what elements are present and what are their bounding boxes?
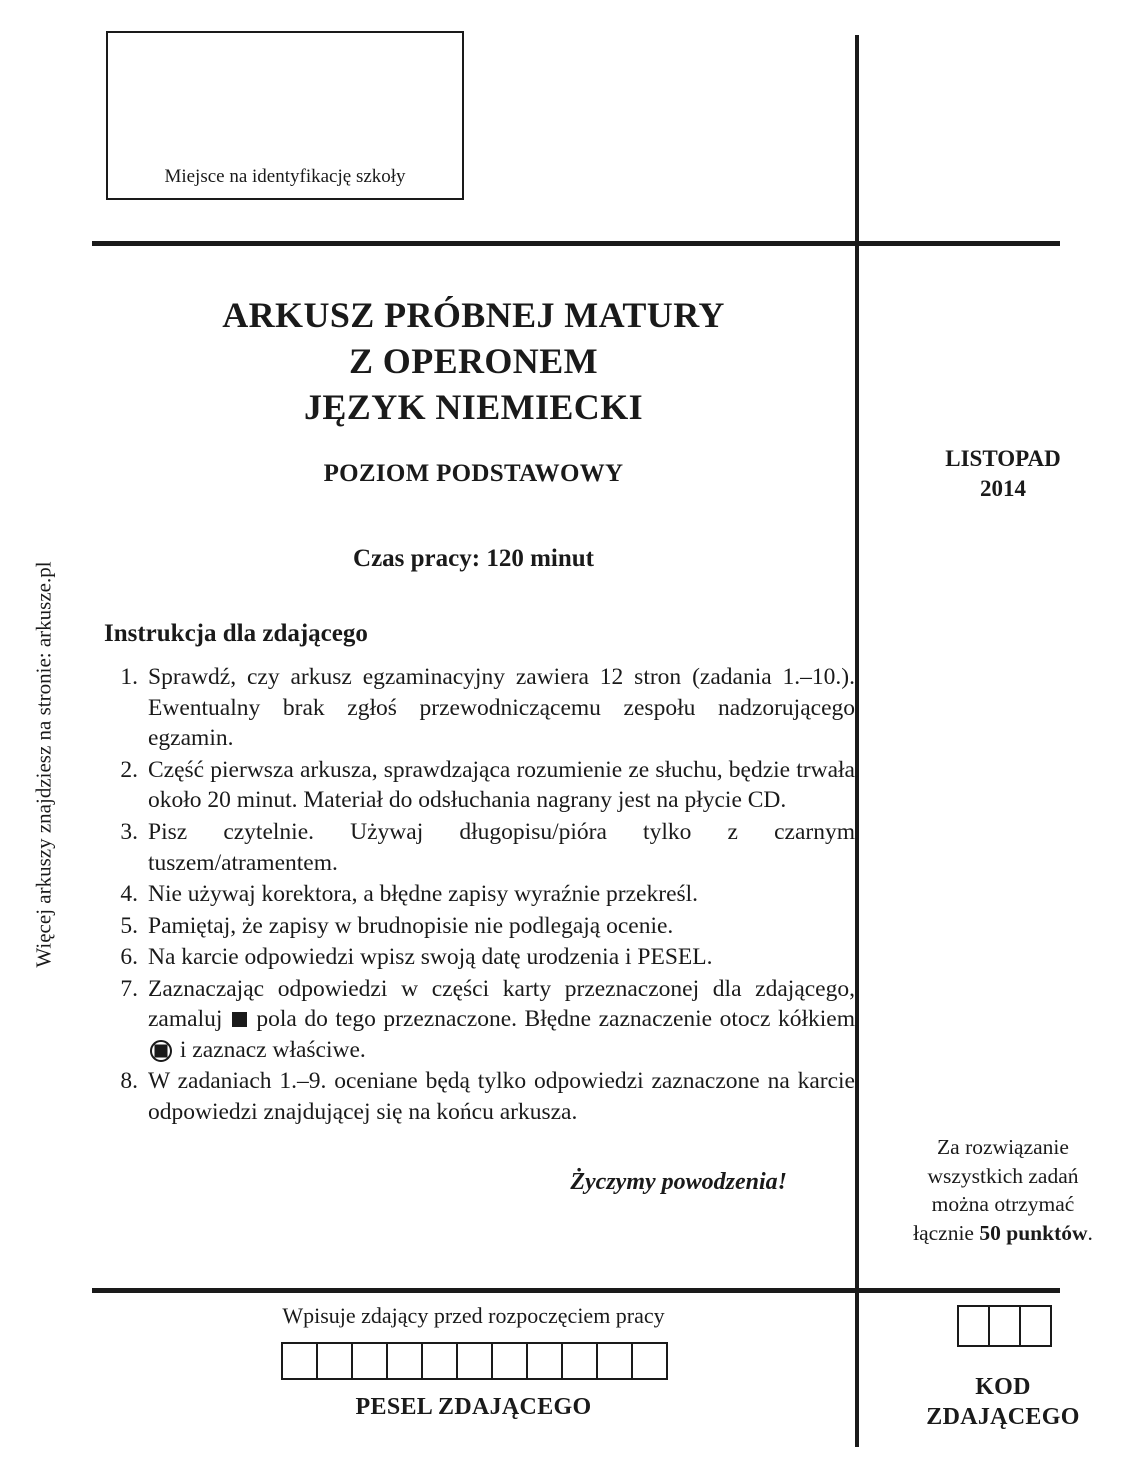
instruction-number: 3.	[120, 818, 138, 845]
instruction-number: 6.	[120, 944, 138, 971]
points-note-suffix: .	[1087, 1220, 1093, 1245]
pesel-cell[interactable]	[561, 1342, 598, 1380]
points-note-line-3: można otrzymać	[931, 1192, 1075, 1217]
kod-cell[interactable]	[988, 1305, 1021, 1347]
filled-square-icon	[232, 1012, 247, 1027]
instruction-number: 8.	[120, 1068, 138, 1095]
kod-cell[interactable]	[1019, 1305, 1052, 1347]
pesel-cell[interactable]	[421, 1342, 458, 1380]
exam-duration: Czas pracy: 120 minut	[353, 545, 594, 573]
instruction-text-part-c: i zaznacz właściwe.	[174, 1036, 366, 1063]
exam-level: POZIOM PODSTAWOWY	[323, 460, 624, 488]
instruction-text: Część pierwsza arkusza, sprawdzająca rozumienie ze słuchu, będzie trwała około 20 minut. Materiał do odsłuchania nagrany jest na płycie CD.	[148, 756, 855, 814]
instruction-item-6	[104, 942, 855, 973]
instruction-item-2	[104, 755, 855, 816]
kod-grid[interactable]	[860, 1305, 1146, 1347]
pesel-section	[92, 1303, 855, 1421]
school-identification-box	[106, 31, 464, 200]
points-note-prefix: łącznie	[913, 1220, 980, 1245]
session-month: LISTOPAD	[945, 446, 1061, 471]
instruction-item-5	[104, 911, 855, 942]
main-content-column	[92, 246, 855, 1196]
instruction-text: W zadaniach 1.–9. oceniane będą tylko odpowiedzi zaznaczone na karcie odpowiedzi znajdującej się na końcu arkusza.	[148, 1068, 855, 1125]
pesel-label: PESEL ZDAJĄCEGO	[355, 1394, 592, 1420]
points-note	[860, 1133, 1146, 1247]
kod-section	[860, 1305, 1146, 1433]
session-year: 2014	[980, 475, 1026, 501]
instruction-number: 7.	[120, 975, 138, 1002]
vertical-divider	[855, 35, 859, 1447]
pesel-grid[interactable]	[92, 1342, 855, 1380]
good-luck-message: Życzymy powodzenia!	[570, 1169, 787, 1196]
pesel-cell[interactable]	[316, 1342, 353, 1380]
pesel-cell[interactable]	[351, 1342, 388, 1380]
instruction-number: 4.	[120, 881, 138, 908]
instruction-item-1	[104, 662, 855, 754]
horizontal-rule-bottom	[92, 1288, 1060, 1293]
instruction-item-4	[104, 879, 855, 910]
instruction-item-8	[104, 1066, 855, 1127]
instruction-number: 2.	[120, 756, 138, 783]
instruction-text: Pisz czytelnie. Używaj długopisu/pióra tylko z czarnym tuszem/atramentem.	[148, 818, 855, 876]
pesel-cell[interactable]	[631, 1342, 668, 1380]
circled-filled-square-icon	[150, 1040, 172, 1062]
pesel-cell[interactable]	[491, 1342, 528, 1380]
instruction-text: Nie używaj korektora, a błędne zapisy wyraźnie przekreśl.	[148, 881, 699, 908]
exam-title-line-1: ARKUSZ PRÓBNEJ MATURY	[222, 295, 725, 335]
pesel-cell[interactable]	[526, 1342, 563, 1380]
exam-title-line-2: Z OPERONEM	[348, 341, 598, 382]
instructions-heading: Instrukcja dla zdającego	[104, 620, 368, 648]
school-identification-label: Miejsce na identyfikację szkoły	[164, 166, 406, 187]
instruction-text: Na karcie odpowiedzi wpisz swoją datę urodzenia i PESEL.	[148, 944, 713, 971]
instruction-number: 5.	[120, 912, 138, 939]
exam-title-block	[92, 292, 855, 430]
instruction-text: Pamiętaj, że zapisy w brudnopisie nie podlegają ocenie.	[148, 912, 674, 939]
instruction-text: Sprawdź, czy arkusz egzaminacyjny zawiera 12 stron (zadania 1.–10.). Ewentualny brak zgłoś przewodniczącemu zespołu nadzorującego egzamin.	[148, 664, 855, 752]
exam-title-line-3: JĘZYK NIEMIECKI	[303, 387, 644, 428]
instruction-text-part-b: pola do tego przeznaczone. Błędne zaznaczenie otocz kółkiem	[248, 1006, 855, 1033]
instruction-text-part-a: Zaznaczając odpowiedzi w części karty przeznaczonej dla zdającego, zamaluj	[148, 975, 855, 1033]
kod-label-line-2: ZDAJĄCEGO	[926, 1403, 1080, 1430]
pesel-caption: Wpisuje zdający przed rozpoczęciem pracy	[282, 1303, 665, 1328]
kod-label	[860, 1373, 1146, 1433]
kod-cell[interactable]	[957, 1305, 990, 1347]
instructions-list	[92, 662, 855, 1127]
pesel-cell[interactable]	[386, 1342, 423, 1380]
instruction-item-7	[104, 974, 855, 1066]
instruction-number: 1.	[120, 664, 138, 691]
points-note-line-2: wszystkich zadań	[927, 1163, 1079, 1188]
kod-label-line-1: KOD	[975, 1374, 1031, 1400]
pesel-cell[interactable]	[281, 1342, 318, 1380]
points-total: 50 punktów	[979, 1220, 1088, 1245]
pesel-cell[interactable]	[596, 1342, 633, 1380]
points-note-line-1: Za rozwiązanie	[937, 1135, 1069, 1159]
pesel-cell[interactable]	[456, 1342, 493, 1380]
session-date	[860, 444, 1146, 504]
points-note-line-4	[860, 1219, 1146, 1248]
instruction-item-3	[104, 817, 855, 878]
side-promo-text: Więcej arkuszy znajdziesz na stronie: arkusze.pl	[31, 561, 56, 968]
